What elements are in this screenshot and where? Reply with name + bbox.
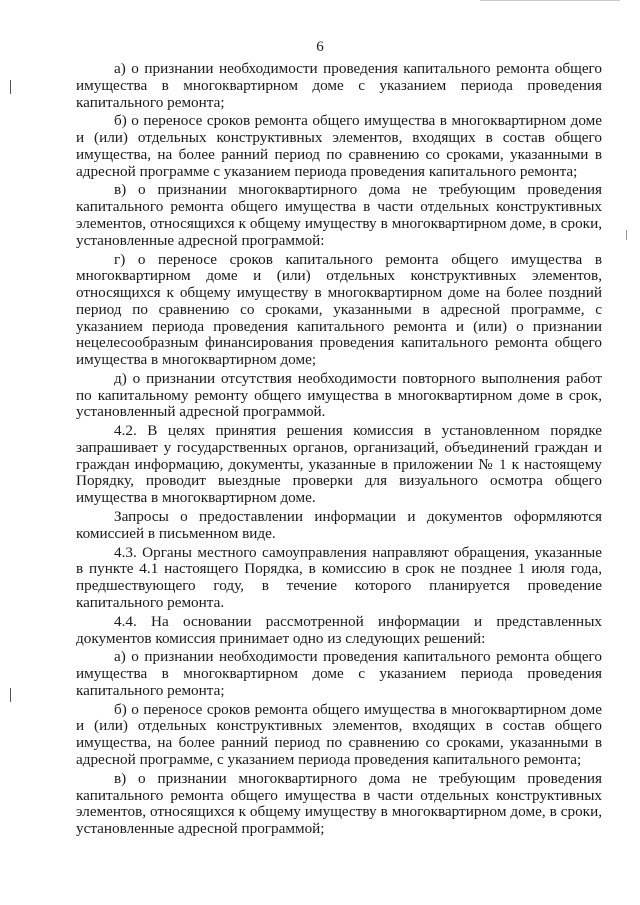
paragraph-item-a: а) о признании необходимости проведения капитального ремонта общего имущества в многоквартирном доме с указанием периода проведения капитального ремонта; <box>76 60 602 111</box>
page-number: 6 <box>316 39 324 55</box>
scan-edge-line <box>480 0 620 1</box>
scan-margin-mark <box>10 688 11 702</box>
scan-margin-mark <box>10 80 11 94</box>
paragraph-item-g: г) о переносе сроков капитального ремонта общего имущества в многоквартирном доме и (или) отдельных конструктивных элементов, относящихся к общему имуществу в многоквартирном доме на более поздний период по сравнению со сроками, указанными в адресной программе, с указанием периода проведения капитального ремонта и (или) о признании нецелесообразным финансирования проведения капитального ремонта общего имущества в многоквартирном доме; <box>76 250 602 369</box>
paragraph-decision-a: а) о признании необходимости проведения капитального ремонта общего имущества в многоквартирном доме с указанием периода проведения капитального ремонта; <box>76 648 602 699</box>
paragraph-item-b: б) о переносе сроков ремонта общего имущества в многоквартирном доме и (или) отдельных конструктивных элементов, входящих в состав общего имущества, на более ранний период по сравнению со сроками, указанными в адресной программе с указанием периода проведения капитального ремонта; <box>76 112 602 180</box>
paragraph-decision-b: б) о переносе сроков ремонта общего имущества в многоквартирном доме и (или) отдельных конструктивных элементов, входящих в состав общего имущества, на более ранний период по сравнению со сроками, указанными в адресной программе, с указанием периода проведения капитального ремонта; <box>76 700 602 768</box>
paragraph-4-4: 4.4. На основании рассмотренной информации и представленных документов комиссия принимает одно из следующих решений: <box>76 612 602 647</box>
paragraph-4-2: 4.2. В целях принятия решения комиссия в установленном порядке запрашивает у государственных органов, организаций, объединений граждан и граждан информацию, документы, указанные в приложении № 1 к настоящему Порядку, проводит выездные проверки для визуального осмотра общего имущества в многоквартирном доме. <box>76 422 602 507</box>
scan-margin-mark <box>626 230 627 240</box>
paragraph-4-3: 4.3. Органы местного самоуправления направляют обращения, указанные в пункте 4.1 настоящего Порядка, в комиссию в срок не позднее 1 июля года, предшествующего году, в течение которого планируется проведение капитального ремонта. <box>76 543 602 611</box>
paragraph-decision-v: в) о признании многоквартирного дома не требующим проведения капитального ремонта общего имущества в части отдельных конструктивных элементов, относящихся к общему имуществу в многоквартирном доме, в сроки, установленные адресной программой; <box>76 769 602 838</box>
paragraph-requests: Запросы о предоставлении информации и документов оформляются комиссией в письменном виде. <box>76 508 602 542</box>
paragraph-item-d: д) о признании отсутствия необходимости повторного выполнения работ по капитальному ремонту общего имущества в многоквартирном доме в срок, установленный адресной программой. <box>76 369 602 421</box>
document-body <box>76 61 602 840</box>
paragraph-item-v: в) о признании многоквартирного дома не требующим проведения капитального ремонта общего имущества в части отдельных конструктивных элементов, относящихся к общему имуществу в многоквартирном доме, в сроки, установленные адресной программой: <box>76 181 602 249</box>
